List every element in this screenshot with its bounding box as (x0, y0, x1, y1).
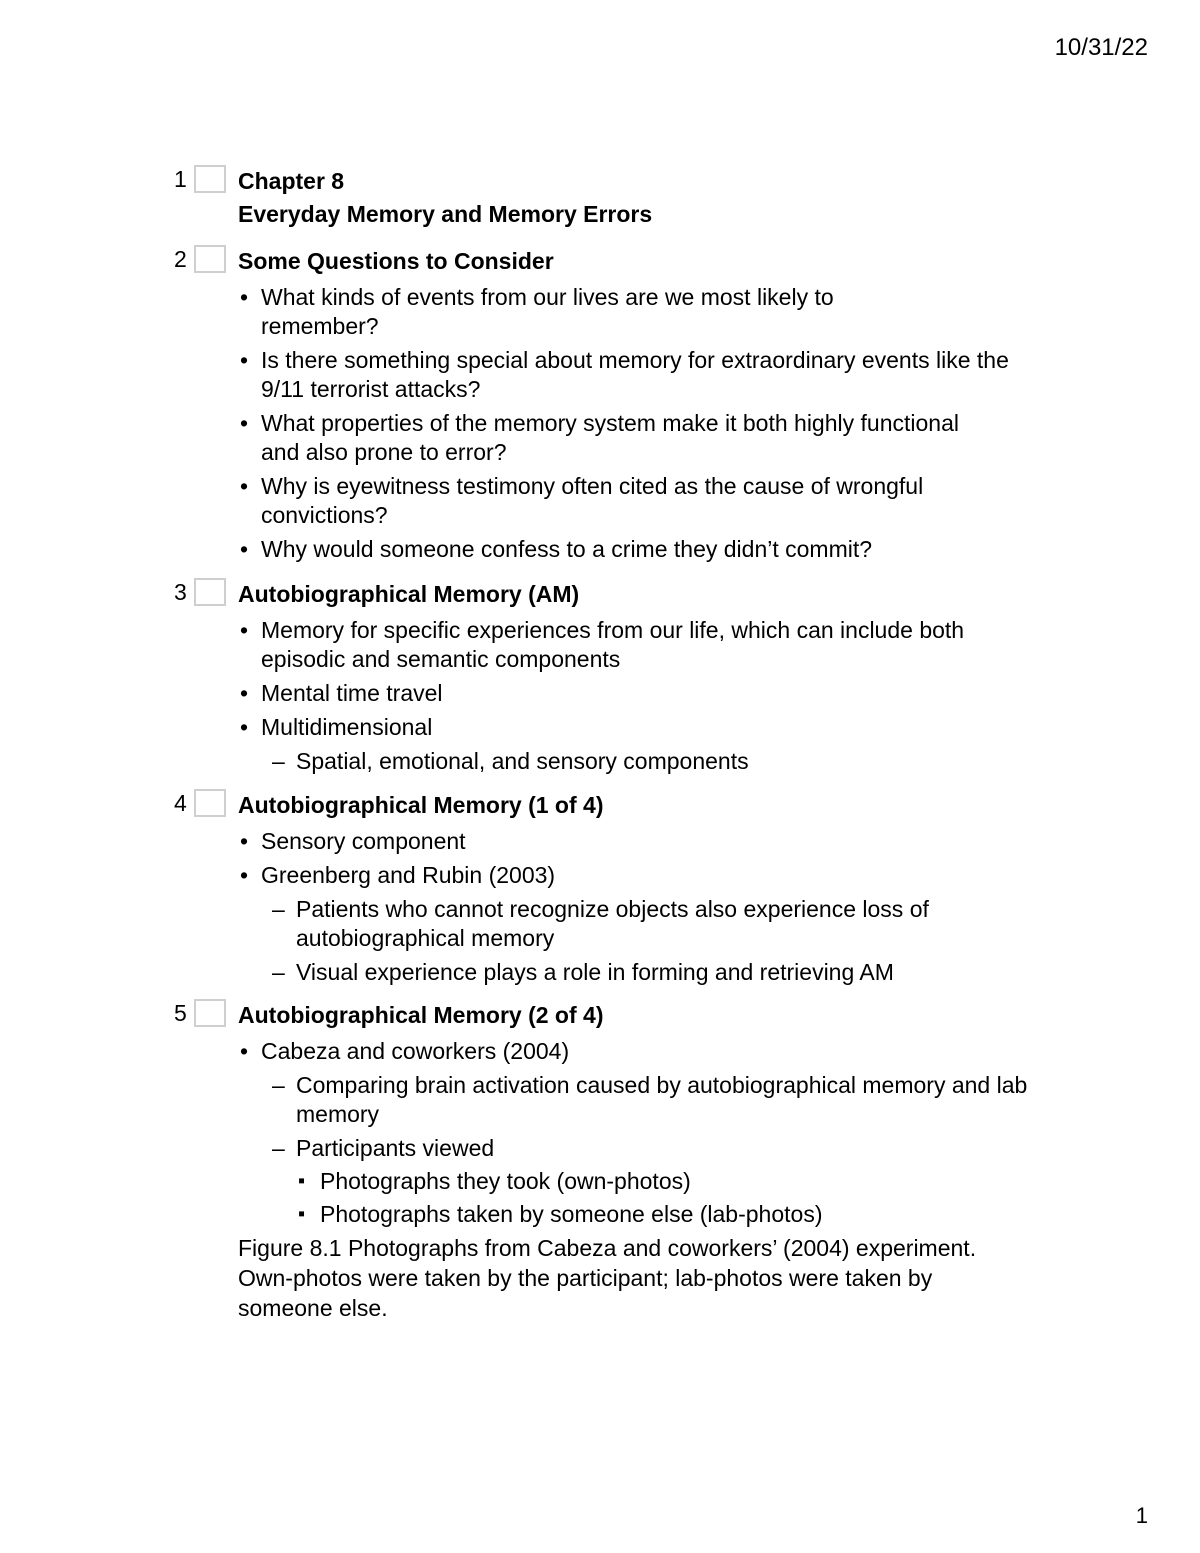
bullet-item: • What properties of the memory system make it both highly functional and also prone to error? (238, 409, 961, 467)
slide-subtitle: Everyday Memory and Memory Errors (238, 201, 653, 227)
slide-number: 1 (174, 166, 187, 192)
slide-thumbnail (194, 999, 226, 1027)
slide-content (238, 578, 1058, 776)
bullet-item: • Mental time travel (238, 679, 1058, 708)
slide-number: 2 (174, 246, 187, 272)
slide-content (238, 165, 1058, 231)
slide-title: Chapter 8 (238, 168, 345, 194)
bullet-item: • Cabeza and coworkers (2004) (238, 1037, 1058, 1066)
bullet-item: • Why is eyewitness testimony often cited as the cause of wrongful convictions? (238, 472, 1051, 530)
slide-content (238, 999, 1058, 1323)
slide-thumbnail (194, 578, 226, 606)
sub-bullet-item: – Comparing brain activation caused by autobiographical memory and lab memory (238, 1071, 1106, 1129)
figure-caption: Figure 8.1 Photographs from Cabeza and coworkers’ (2004) experiment. Own-photos were taken by the participant; lab-photos were taken by someone else. (238, 1235, 977, 1321)
slide-thumbnail (194, 165, 226, 193)
bullet-item: • Memory for specific experiences from our life, which can include both episodic and semantic components (238, 616, 1036, 674)
slide-title: Autobiographical Memory (AM) (238, 581, 580, 607)
slide-thumbnail (194, 789, 226, 817)
bullet-item: • Is there something special about memory for extraordinary events like the 9/11 terrorist attacks? (238, 346, 1051, 404)
slide-thumbnail (194, 245, 226, 273)
slide-number: 3 (174, 579, 187, 605)
slide-title: Autobiographical Memory (1 of 4) (238, 792, 604, 818)
bullet-item: • Multidimensional (238, 713, 1058, 742)
page-date: 10/31/22 (1054, 34, 1148, 61)
bullet-item: • Greenberg and Rubin (2003) (238, 861, 1058, 890)
bullet-item: • Why would someone confess to a crime they didn’t commit? (238, 535, 1058, 564)
page-number: 1 (1135, 1503, 1148, 1528)
sub-sub-bullet-item: ▪ Photographs taken by someone else (lab-photos) (238, 1200, 1058, 1229)
slide-number: 4 (174, 790, 187, 816)
slide-content (238, 789, 1058, 987)
slide-title: Autobiographical Memory (2 of 4) (238, 1002, 604, 1028)
sub-bullet-item: – Spatial, emotional, and sensory components (238, 747, 1058, 776)
bullet-item: • What kinds of events from our lives are we most likely to remember? (238, 283, 941, 341)
slide-number: 5 (174, 1000, 187, 1026)
slide-title: Some Questions to Consider (238, 248, 554, 274)
sub-bullet-item: – Visual experience plays a role in forming and retrieving AM (238, 958, 1058, 987)
slide-content (238, 245, 1058, 564)
sub-bullet-item: – Participants viewed (238, 1134, 1058, 1163)
sub-bullet-item: – Patients who cannot recognize objects also experience loss of autobiographical memory (238, 895, 1086, 953)
bullet-item: • Sensory component (238, 827, 1058, 856)
sub-sub-bullet-item: ▪ Photographs they took (own-photos) (238, 1167, 1058, 1196)
